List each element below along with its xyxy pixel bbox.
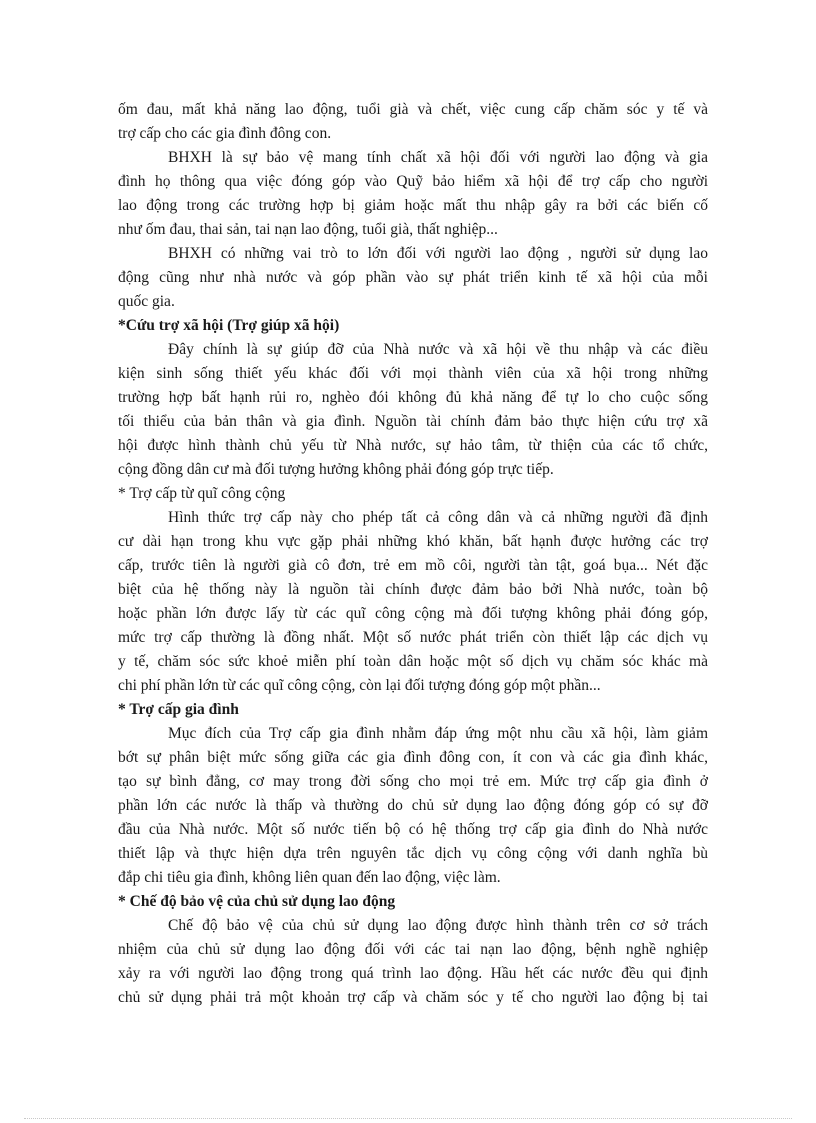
text-line: ốm đau, mất khả năng lao động, tuổi già và chết, việc cung cấp chăm sóc y tế và	[118, 101, 708, 118]
section-heading: * Trợ cấp gia đình	[118, 701, 239, 718]
section-heading: * Chế độ bảo vệ của chủ sử dụng lao động	[118, 893, 396, 910]
text-line: mức trợ cấp thường là đồng nhất. Một số nước phát triển còn thiết lập các dịch vụ	[118, 629, 708, 646]
text-line: đình họ thông qua việc đóng góp vào Quỹ bảo hiểm xã hội để trợ cấp cho người	[118, 173, 708, 190]
text-line: xảy ra với người lao động trong quá trình lao động. Hầu hết các nước đều qui định	[118, 965, 708, 982]
text-line: quốc gia.	[118, 293, 175, 310]
text-line: BHXH là sự bảo vệ mang tính chất xã hội đối với người lao động và gia	[168, 149, 708, 166]
text-line: tạo sự bình đẳng, cơ may trong đời sống cho mọi trẻ em. Mức trợ cấp gia đình ở	[118, 773, 708, 790]
text-line: như ốm đau, thai sản, tai nạn lao động, tuổi già, thất nghiệp...	[118, 221, 498, 238]
text-line: động cũng như nhà nước và góp phần vào sự phát triển kinh tế xã hội của mỗi	[118, 269, 708, 286]
text-line: trường hợp bất hạnh rủi ro, nghèo đói không đủ khả năng để tự lo cho cuộc sống	[118, 389, 708, 406]
text-line: hoặc phần lớn được lấy từ các quĩ công cộng mà đối tượng không phải đóng góp,	[118, 605, 708, 622]
text-line: trợ cấp cho các gia đình đông con.	[118, 125, 332, 142]
text-line: nhiệm của chủ sử dụng lao động đối với các tai nạn lao động, bệnh nghề nghiệp	[118, 941, 708, 958]
text-line: Hình thức trợ cấp này cho phép tất cả công dân và cả những người đã định	[168, 509, 708, 526]
text-line: Chế độ bảo vệ của chủ sử dụng lao động được hình thành trên cơ sở trách	[168, 917, 708, 934]
document-page	[118, 98, 708, 1010]
text-line: cư dài hạn trong khu vực gặp phải những khó khăn, bất hạnh được hưởng các trợ	[118, 533, 708, 550]
text-line: cấp, trước tiên là người già cô đơn, trẻ em mồ côi, người tàn tật, goá bụa... Nét đặc	[118, 557, 708, 574]
page-bottom-divider	[24, 1118, 792, 1119]
text-line: BHXH có những vai trò to lớn đối với người lao động , người sử dụng lao	[168, 245, 708, 262]
text-line: y tế, chăm sóc sức khoẻ miễn phí toàn dân hoặc một số dịch vụ chăm sóc khác mà	[118, 653, 708, 670]
text-line: biệt của hệ thống này là nguồn tài chính được đảm bảo bởi Nhà nước, toàn bộ	[118, 581, 708, 598]
text-line: chi phí phần lớn từ các quĩ công cộng, còn lại đối tượng đóng góp một phần...	[118, 677, 601, 694]
text-line: lao động trong các trường hợp bị giảm hoặc mất thu nhập gây ra bởi các biến cố	[118, 197, 708, 214]
section-heading: *Cứu trợ xã hội (Trợ giúp xã hội)	[118, 317, 340, 334]
text-line: bớt sự phân biệt mức sống giữa các gia đình đông con, ít con và các gia đình khác,	[118, 749, 708, 766]
text-line: đắp chi tiêu gia đình, không liên quan đến lao động, việc làm.	[118, 869, 501, 886]
text-line: hội được hình thành chủ yếu từ Nhà nước, sự hảo tâm, từ thiện của các tổ chức,	[118, 437, 708, 454]
section-heading: * Trợ cấp từ quĩ công cộng	[118, 485, 286, 502]
text-line: Đây chính là sự giúp đỡ của Nhà nước và xã hội về thu nhập và các điều	[168, 341, 708, 358]
text-line: đầu của Nhà nước. Một số nước tiến bộ có hệ thống trợ cấp gia đình do Nhà nước	[118, 821, 708, 838]
text-line: thiết lập và thực hiện dựa trên nguyên tắc dịch vụ công cộng với danh nghĩa bù	[118, 845, 708, 862]
text-line: phần lớn các nước là thấp và thường do chủ sử dụng lao động đóng góp có sự đỡ	[118, 797, 708, 814]
text-line: Mục đích của Trợ cấp gia đình nhằm đáp ứng một nhu cầu xã hội, làm giảm	[168, 725, 708, 742]
text-line: chủ sử dụng phải trả một khoản trợ cấp và chăm sóc y tế cho người lao động bị tai	[118, 989, 708, 1006]
text-line: kiện sinh sống thiết yếu khác đối với mọi thành viên của xã hội trong những	[118, 365, 708, 382]
text-line: tối thiểu của bản thân và gia đình. Nguồn tài chính đảm bảo thực hiện cứu trợ xã	[118, 413, 708, 430]
text-line: cộng đồng dân cư mà đối tượng hưởng không phải đóng góp trực tiếp.	[118, 461, 554, 478]
